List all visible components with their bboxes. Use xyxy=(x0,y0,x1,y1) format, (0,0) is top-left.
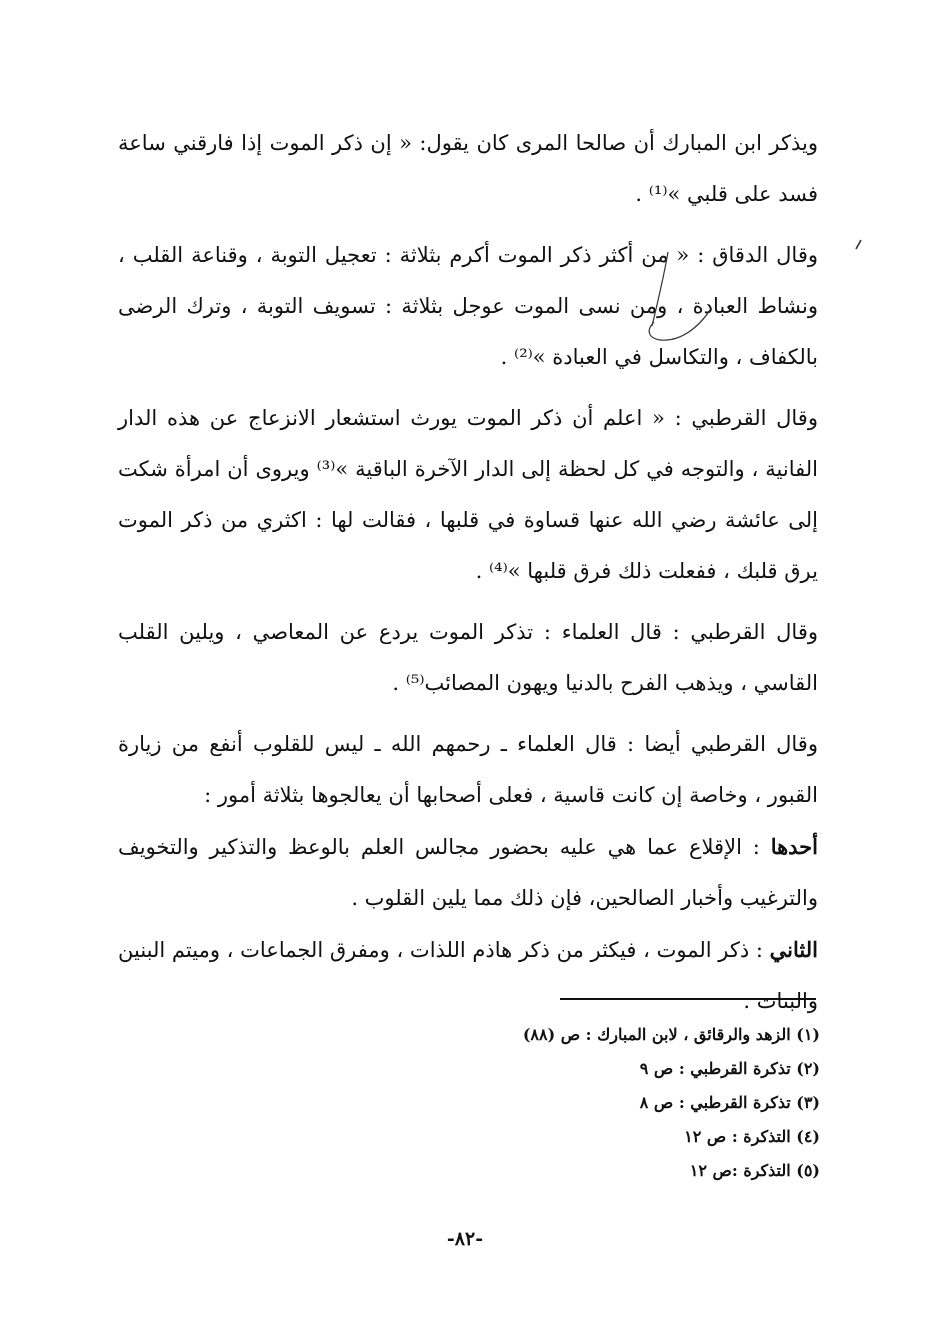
paragraph-daqqaq: وقال الدقاق : « من أكثر ذكر الموت أكرم بثلاثة : تعجيل التوبة ، وقناعة القلب ، ونشاط العبادة ، ومن نسى الموت عوجل بثلاثة : تسويف التوبة ، وترك الرضى بالكفاف ، والتكاسل في العبادة »⁽²⁾ . xyxy=(118,243,818,369)
footnote-4: (٤) التذكرة : ص ١٢ xyxy=(684,1127,820,1146)
footnotes-list xyxy=(440,1018,820,1188)
point-first xyxy=(118,821,818,924)
footnote-5: (٥) التذكرة :ص ١٢ xyxy=(689,1161,820,1180)
paragraph-qurtubi-1: وقال القرطبي : « اعلم أن ذكر الموت يورث استشعار الانزعاج عن هذه الدار الفانية ، والتوجه في كل لحظة إلى الدار الآخرة الباقية »⁽³⁾ ويروى أن امرأة شكت إلى عائشة رضي الله عنها قساوة في قلبها ، فقالت لها : اكثري من ذكر الموت يرق قلبك ، ففعلت ذلك فرق قلبها »⁽⁴⁾ . xyxy=(118,406,818,583)
footnote-2: (٢) تذكرة القرطبي : ص ٩ xyxy=(639,1059,820,1078)
pen-tick-mark xyxy=(852,238,864,252)
footnote-3: (٣) تذكرة القرطبي : ص ٨ xyxy=(639,1093,820,1112)
footnote-separator xyxy=(560,998,816,1000)
footnote-1: (١) الزهد والرقائق ، لابن المبارك : ص (٨٨) xyxy=(522,1025,820,1044)
paragraph-qurtubi-2: وقال القرطبي : قال العلماء : تذكر الموت يردع عن المعاصي ، ويلين القلب القاسي ، ويذهب الفرح بالدنيا ويهون المصائب⁽⁵⁾ . xyxy=(118,620,818,695)
point-first-text: : الإقلاع عما هي عليه بحضور مجالس العلم بالوعظ والتذكير والتخويف والترغيب وأخبار الصالحين، فإن ذلك مما يلين القلوب . xyxy=(118,835,818,910)
paragraph-qurtubi-3: وقال القرطبي أيضا : قال العلماء ـ رحمهم الله ـ ليس للقلوب أنفع من زيارة القبور ، وخاصة إن كانت قاسية ، فعلى أصحابها أن يعالجوها بثلاثة أمور : xyxy=(118,732,818,807)
point-second-lead: الثاني xyxy=(769,937,818,962)
page-number: -٨٢- xyxy=(446,1228,484,1250)
point-second-text: : ذكر الموت ، فيكثر من ذكر هاذم اللذات ، ومفرق الجماعات ، وميتم البنين والبنات . xyxy=(118,938,818,1013)
point-first-lead: أحدها xyxy=(770,834,818,859)
paragraph-ibn-mubarak: ويذكر ابن المبارك أن صالحا المرى كان يقول: « إن ذكر الموت إذا فارقني ساعة فسد على قلبي »⁽¹⁾ . xyxy=(118,131,818,206)
point-second xyxy=(118,924,818,1027)
pen-underline-mark xyxy=(640,246,730,346)
